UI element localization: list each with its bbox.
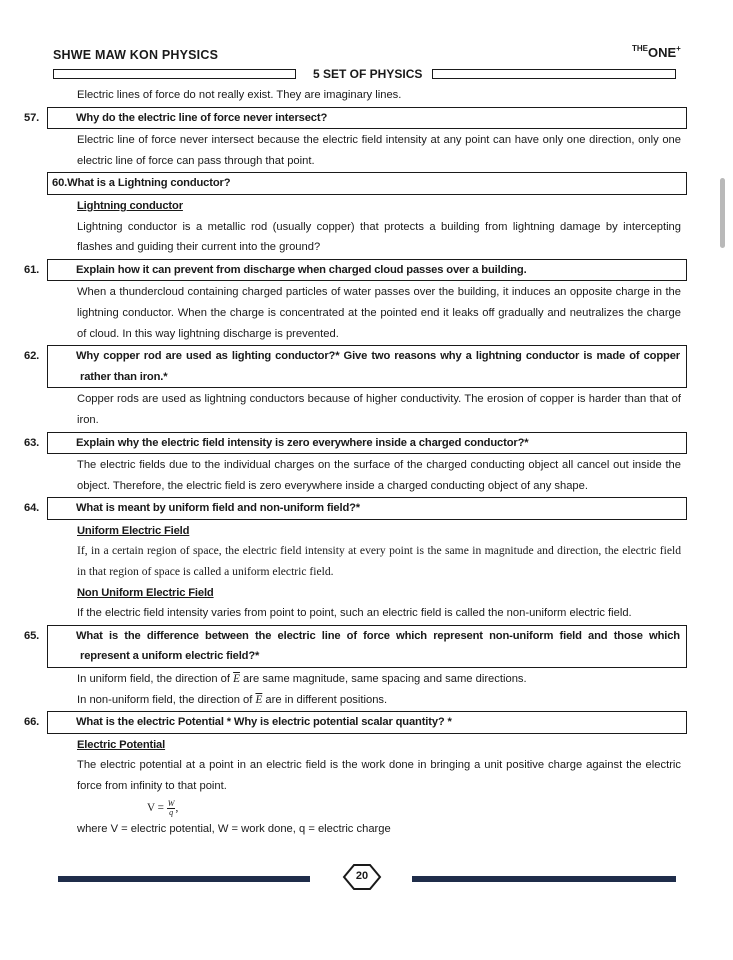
answer-61: When a thundercloud containing charged particles of water passes over the building, it induces an opposite charge in the lightning conductor. When the charge is concentrated at the pointed end it leaks off gradually and neutralizes the charge of cloud. In this way lightning discharge is prevented. bbox=[77, 286, 681, 340]
content bbox=[24, 85, 687, 839]
answer-64-uniform: If, in a certain region of space, the electric field intensity at every point is the same in magnitude and direction, the electric field in that region of space is called a uniform electric field. bbox=[77, 544, 681, 579]
question-61 bbox=[24, 259, 687, 282]
intro-text: Electric lines of force do not really exist. They are imaginary lines. bbox=[77, 89, 402, 101]
question-60 bbox=[47, 172, 687, 195]
answer-64-non-uniform: If the electric field intensity varies from point to point, such an electric field is called the non-uniform electric field. bbox=[77, 607, 632, 620]
question-62 bbox=[24, 345, 687, 388]
question-text: Why copper rod are used as lighting conductor?* Give two reasons why a lightning conductor is made of copper rather than iron.* bbox=[76, 350, 680, 383]
answer-63: The electric fields due to the individual charges on the surface of the charged conducting object all cancel out inside the object. Therefore, the electric field is zero everywhere inside a charged conducting object of any shape. bbox=[77, 459, 681, 492]
answer-62: Copper rods are used as lightning conductors because of higher conductivity. The erosion of copper is harder than that of iron. bbox=[77, 393, 681, 426]
brand-logo bbox=[632, 44, 681, 62]
footer-bar-right bbox=[412, 876, 676, 882]
vector-e-symbol: $\overline{E}$ bbox=[255, 693, 263, 706]
page-number-badge bbox=[340, 862, 384, 892]
question-number: 60. bbox=[52, 177, 68, 190]
question-number: 66. bbox=[24, 716, 40, 729]
question-text: What is the electric Potential * Why is electric potential scalar quantity? * bbox=[76, 716, 452, 729]
question-number: 62. bbox=[24, 350, 40, 363]
question-text: Why do the electric line of force never intersect? bbox=[76, 111, 328, 124]
question-65 bbox=[24, 625, 687, 668]
footer-bar-left bbox=[58, 876, 310, 882]
vector-e-symbol: $\overline{E}$ bbox=[233, 673, 240, 686]
question-text: Explain why the electric field intensity is zero everywhere inside a charged conductor?* bbox=[76, 436, 529, 449]
answer-65-non-uniform bbox=[77, 690, 687, 711]
formula-numerator: W bbox=[167, 798, 175, 808]
scrollbar-thumb[interactable] bbox=[720, 178, 725, 248]
header-bar-left bbox=[53, 69, 296, 79]
header-bar-right bbox=[432, 69, 676, 79]
answer-text: In uniform field, the direction of bbox=[77, 673, 234, 686]
question-63 bbox=[24, 432, 687, 455]
subheading-non-uniform-field: Non Uniform Electric Field bbox=[77, 586, 214, 599]
answer-66: The electric potential at a point in an electric field is the work done in bringing a unit positive charge against the electric force from infinity to that point. bbox=[77, 759, 681, 792]
formula-tail: , bbox=[175, 801, 179, 814]
answer-57: Electric line of force never intersect because the electric field intensity at any point can have only one direction, only one electric line of force can pass through that point. bbox=[77, 134, 681, 167]
formula-denominator: q bbox=[169, 807, 174, 817]
answer-60: Lightning conductor is a metallic rod (usually copper) that protects a building from lightning damage by intercepting flashes and guiding their current into the ground? bbox=[77, 220, 681, 254]
question-text: Explain how it can prevent from discharge when charged cloud passes over a building. bbox=[76, 263, 527, 276]
brand-main: ONE bbox=[648, 45, 677, 60]
subheading-uniform-field: Uniform Electric Field bbox=[77, 524, 190, 537]
brand-plus: + bbox=[676, 44, 681, 53]
formula-lhs: V = bbox=[147, 801, 164, 814]
answer-text: In non-uniform field, the direction of bbox=[77, 693, 256, 706]
question-57 bbox=[24, 107, 687, 130]
formula-legend: where V = electric potential, W = work done, q = electric charge bbox=[77, 822, 391, 835]
question-number: 57. bbox=[24, 111, 40, 124]
page-number: 20 bbox=[355, 870, 369, 882]
header-title: SHWE MAW KON PHYSICS bbox=[53, 48, 219, 62]
question-text: What is meant by uniform field and non-uniform field?* bbox=[76, 502, 361, 515]
answer-text: are in different positions. bbox=[262, 693, 388, 706]
question-66 bbox=[24, 711, 687, 734]
brand-sup: THE bbox=[632, 44, 648, 53]
answer-65-uniform bbox=[77, 669, 687, 690]
set-title: 5 SET OF PHYSICS bbox=[313, 67, 423, 81]
subheading-electric-potential: Electric Potential bbox=[77, 738, 166, 751]
question-number: 61. bbox=[24, 263, 40, 276]
question-number: 64. bbox=[24, 502, 40, 515]
question-text: What is the difference between the electric line of force which represent non-uniform field and those which represent a uniform electric field?* bbox=[76, 629, 680, 663]
question-number: 65. bbox=[24, 629, 40, 642]
question-64 bbox=[24, 497, 687, 520]
question-number: 63. bbox=[24, 436, 40, 449]
subheading-lightning-conductor: Lightning conductor bbox=[77, 199, 183, 212]
answer-text: are same magnitude, same spacing and same directions. bbox=[239, 673, 527, 686]
question-text: What is a Lightning conductor? bbox=[67, 177, 231, 190]
formula-potential bbox=[147, 797, 687, 819]
